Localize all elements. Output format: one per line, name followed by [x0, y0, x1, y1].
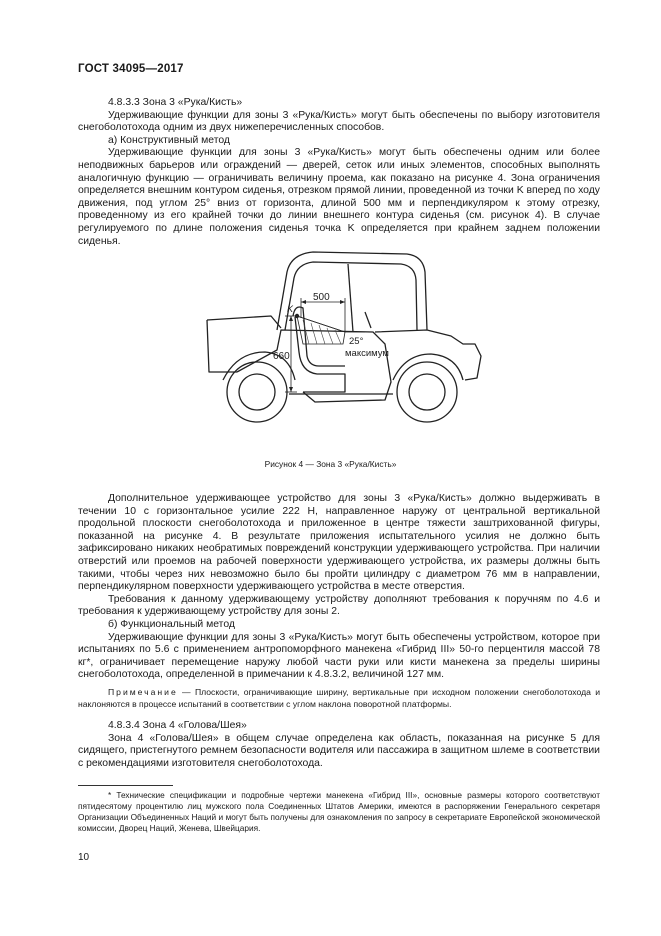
- point-k: [295, 314, 299, 318]
- vehicle-illustration: [195, 232, 495, 457]
- paragraph: Требования к данному удерживающему устройству дополняют требования к поручням по 4.6 и требования к удерживающему устройству для зоны 2.: [78, 593, 600, 618]
- label-660: 660: [273, 351, 290, 362]
- figure-caption: Рисунок 4 — Зона 3 «Рука/Кисть»: [264, 459, 397, 469]
- method-a-heading: а) Конструктивный метод: [108, 134, 230, 146]
- footnote-divider: [78, 785, 173, 786]
- paragraph: Удерживающие функции для зоны 3 «Рука/Кисть» могут быть обеспечены одним или более неподвижных барьеров или ограждений — дверей, сеток или иных элементов, способных выполнять аналогичную функцию — ограничивать величину проема, как показано на рисунке 4. Зона ограничения определяется внешним контуром сиденья, отрезком прямой линии, проведенной из точки K вперед по ходу движения, под углом 25° вниз от горизонта, длиной 500 мм и перпендикуляром к этому отрезку, проведенному из его крайней точки до линии внешнего контура сиденья (см. рисунок 4). В случае регулируемого по длине положения сиденья точка K определяется при крайнем заднем положении сиденья.: [78, 147, 600, 247]
- note: [78, 686, 600, 710]
- roll-cage-pillar: [348, 264, 353, 332]
- paragraph: Удерживающие функции для зоны 3 «Рука/Кисть» могут быть обеспечены устройством, которое при испытаниях по 5.6 с применением антропоморфного манекена «Гибрид III» 50-го перцентиля массой 78 кг*, ограничивает перемещение наружу любой части руки или кисти манекена за пределы ширины снегоболотохода, определенной в примечании к 4.8.3.2, величиной 127 мм.: [78, 631, 600, 681]
- paragraph: Удерживающие функции для зоны 3 «Рука/Кисть» могут быть обеспечены по выбору изготовителя снегоболотохода одним из двух нижеперечисленных способов.: [78, 109, 600, 134]
- label-max: максимум: [345, 348, 389, 359]
- note-text: — Плоскости, ограничивающие ширину, вертикальные при исходном положении снегоболотохода и наклоняются в процессе испытаний в соответствии с углом наклона поворотной платформы.: [78, 686, 600, 709]
- vehicle-hood-front: [207, 320, 237, 372]
- page-number: 10: [78, 852, 90, 863]
- vehicle-body: [237, 330, 391, 402]
- section-4-8-3-4: [78, 720, 600, 770]
- vehicle-rear-bed: [375, 330, 481, 380]
- paragraph: Зона 4 «Голова/Шея» в общем случае определена как область, показанная на рисунке 5 для сидящего, пристегнутого ремнем безопасности водителя или пассажира в защитном шлеме в соответствии с рекомендациями изготовителя снегоболотохода.: [78, 732, 600, 769]
- document-header: ГОСТ 34095—2017: [78, 63, 184, 75]
- method-b-heading: б) Функциональный метод: [108, 618, 235, 630]
- label-500: 500: [313, 292, 330, 303]
- paragraph: Дополнительное удерживающее устройство для зоны 3 «Рука/Кисть» должно выдерживать в течении 10 с горизонтальное усилие 222 Н, направленное наружу от центральной вертикальной продольной плоскости снегоболотохода и приложенное в центре тяжести заштрихованной фигуры, показанной на рисунке 4. В результате приложения испытательного усилия не должно быть зафиксировано никаких необратимых повреждений конструкции удерживающего устройства. При наличии отверстий или проемов на рабочей поверхности удерживающего устройства, их размеры должны быть такими, чтобы через них невозможно было бы пройти цилиндру с диаметром 76 мм в направлении, перпендикулярном поверхности удерживающего устройства в месте отверстия.: [78, 493, 600, 593]
- steering-wheel: [365, 312, 371, 328]
- note-label: Примечание: [108, 686, 178, 697]
- vehicle-hood-top: [207, 316, 281, 328]
- figure-4-vehicle-drawing: [195, 232, 495, 457]
- section-heading: 4.8.3.3 Зона 3 «Рука/Кисть»: [108, 97, 243, 108]
- section-4-8-3-3-continued: [78, 493, 600, 710]
- section-heading: 4.8.3.4 Зона 4 «Голова/Шея»: [108, 720, 247, 731]
- section-4-8-3-3: [78, 97, 600, 248]
- label-angle: 25°: [349, 336, 364, 347]
- footnote: * Технические спецификации и подробные чертежи манекена «Гибрид III», основные размеры которого соответствуют пятидесятому процентилю лиц мужского пола Соединенных Штатов Америки, имеются в распоряжении Генерального секретаря Организации Объединенных Наций и могут быть получены для ознакомления по запросу в секретариате Европейской экономической комиссии, Дворец Наций, Женева, Швейцария.: [78, 790, 600, 833]
- label-k: K: [287, 304, 294, 314]
